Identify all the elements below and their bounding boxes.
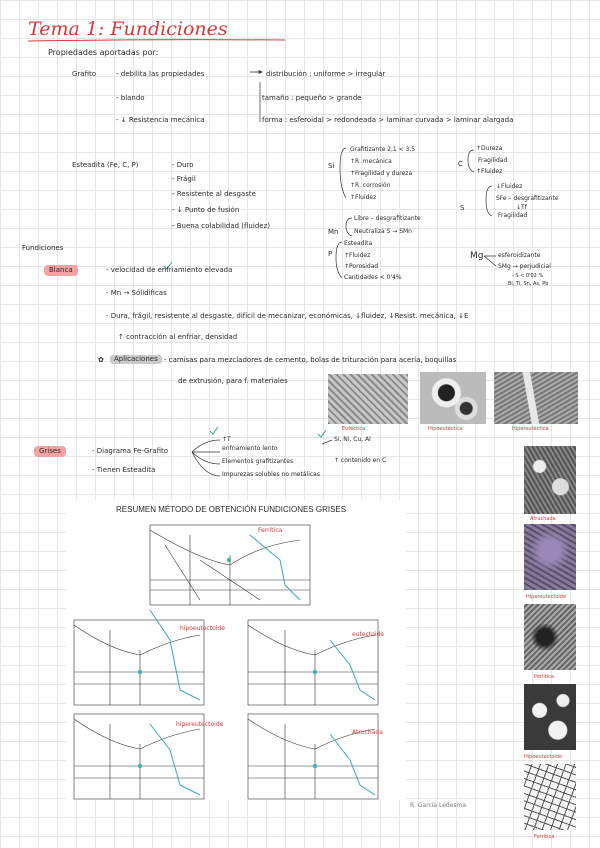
summary-label-ferritica: Ferrítica [258,527,283,534]
s-item-3: ↓Tf [516,204,527,211]
grafito-label: Grafito [72,70,97,78]
p-item-4: Cantidades < 0'4% [344,274,402,281]
side-caption-5: Ferrítica [534,834,555,840]
summary-label-atruchada: Atruchada [352,729,383,736]
micrograph-perlitica [524,604,576,670]
grises-branch-1: enfriamiento lento [222,445,278,452]
si-label: Si [328,162,335,170]
micrograph-ferritica [524,764,576,830]
si-item-5: ↑Fluidez [350,194,377,201]
mg-item-2: SMg → perjudicial [498,263,551,270]
s-item-2: SFe – desgrafitizante [496,195,559,202]
micrograph-hipereutectoide [524,524,576,590]
aplicaciones-text: - camisas para mezcladores de cemento, bolas de trituración para acería, boquillas [164,356,457,364]
caption-hipoeutectica: Hipoeutéctica [428,426,463,432]
esteadita-label: Esteadita (Fe, C, P) [72,161,139,169]
mg-label: Mg [470,251,484,261]
blanca-line-2: - Mn → Sólidificas [106,289,167,297]
p-item-2: ↑Fluidez [344,252,371,259]
grafito-item-3: - ↓ Resistencia mecánica [116,116,205,124]
caption-hipereutectica: Hipereutéctica [512,426,549,432]
side-caption-3: Perlítica [534,674,554,680]
mg-item-3: - S < 0'02 % [512,273,544,279]
blanca-label: Blanca [44,265,78,276]
author: R. García Ledesma [410,802,467,809]
mn-item-1: Libre – desgrafitizante [354,215,421,222]
grises-si-list: Si, Ni, Cu, Al [334,436,371,443]
micrograph-hipoeutectoide [524,684,576,750]
aplicaciones-label: Aplicaciones [110,355,162,364]
grises-branch-2: Elementos grafitizantes [222,458,294,465]
grises-line-1: - Diagrama Fe-Grafito [92,447,169,455]
page-title: Tema 1: Fundiciones [28,18,228,40]
aplicaciones-text-2: de extrusión, para f. materiales [178,377,288,385]
esteadita-item-2: - Frágil [172,175,196,183]
blanca-line-3: - Dura, frágil, resistente al desgaste, difícil de mecanizar, económicas, ↓fluidez, ↓Resist. mecánica, ↓E [106,312,469,320]
side-caption-1: Atruchada [530,516,556,522]
s-label: S [460,204,465,212]
grafito-size: tamaño : pequeño > grande [262,94,362,102]
s-item-1: ↓Fluidez [496,183,523,190]
esteadita-item-5: - Buena colabilidad (fluidez) [172,222,270,230]
esteadita-item-4: - ↓ Punto de fusión [172,206,240,214]
si-item-2: ↑R. mecánica [350,158,392,165]
si-item-1: Grafitizante 2,1 < 3,5 [350,146,416,153]
s-item-4: Fragilidad [498,212,528,219]
fundiciones-label: Fundiciones [22,244,64,252]
grises-label: Grises [34,446,66,457]
summary-title: RESUMEN MÉTODO DE OBTENCIÓN FUNDICIONES GRISES [116,505,347,514]
mg-item-1: esferoidizante [498,252,541,259]
grises-c-content: ↑ contenido en C [334,457,387,464]
p-label: P [328,250,333,258]
esteadita-item-3: - Resistente al desgaste [172,190,256,198]
mg-item-4: Bi, Ti, Sn, As, Pb [508,281,549,287]
p-item-3: ↑Porosidad [344,263,379,270]
esteadita-item-1: - Duro [172,161,194,169]
side-caption-2: Hipereutectoide [526,594,567,600]
summary-label-hipereutectoide: hipereutectoide [176,721,224,728]
c-item-1: ↑Dureza [476,145,503,152]
si-item-4: ↑R. corrosión [350,182,391,189]
star-icon: ✿ [98,356,104,364]
blanca-line-1: - velocidad de enfriamiento elevada [106,266,233,274]
summary-label-eutectoide: eutectoide [352,631,385,638]
grafito-form: forma : esferoidal > redondeada > laminar curvada > laminar alargada [262,116,514,124]
c-item-3: ↑Fluidez [476,168,503,175]
grises-branch-top: ↑T [222,436,231,443]
mn-item-2: Neutraliza S → SMn [354,228,412,235]
caption-eutectica: Eutéctica [342,426,366,432]
summary-label-hipoeutectoide: hipoeutectoide [180,625,225,632]
mn-label: Mn [328,228,339,236]
grises-line-2: - Tienen Esteadita [92,466,156,474]
subtitle: Propiedades aportadas por: [48,48,159,57]
grafito-dist: distribución : uniforme > irregular [266,70,386,78]
c-item-2: Fragilidad [478,157,508,164]
grises-branch-3: Impurezas solubles no metálicas [222,471,320,478]
grafito-item-2: - blando [116,94,145,102]
blanca-line-4: ↑ contracción al enfriar, densidad [118,333,238,341]
micrograph-atruchada [524,446,576,514]
grafito-item-1: - debilita las propiedades [116,70,205,78]
si-item-3: ↑Fragilidad y dureza [350,170,413,177]
p-item-1: Esteadita [344,240,373,247]
side-caption-4: Hipoeutectoide [524,754,563,760]
c-label: C [458,160,463,168]
